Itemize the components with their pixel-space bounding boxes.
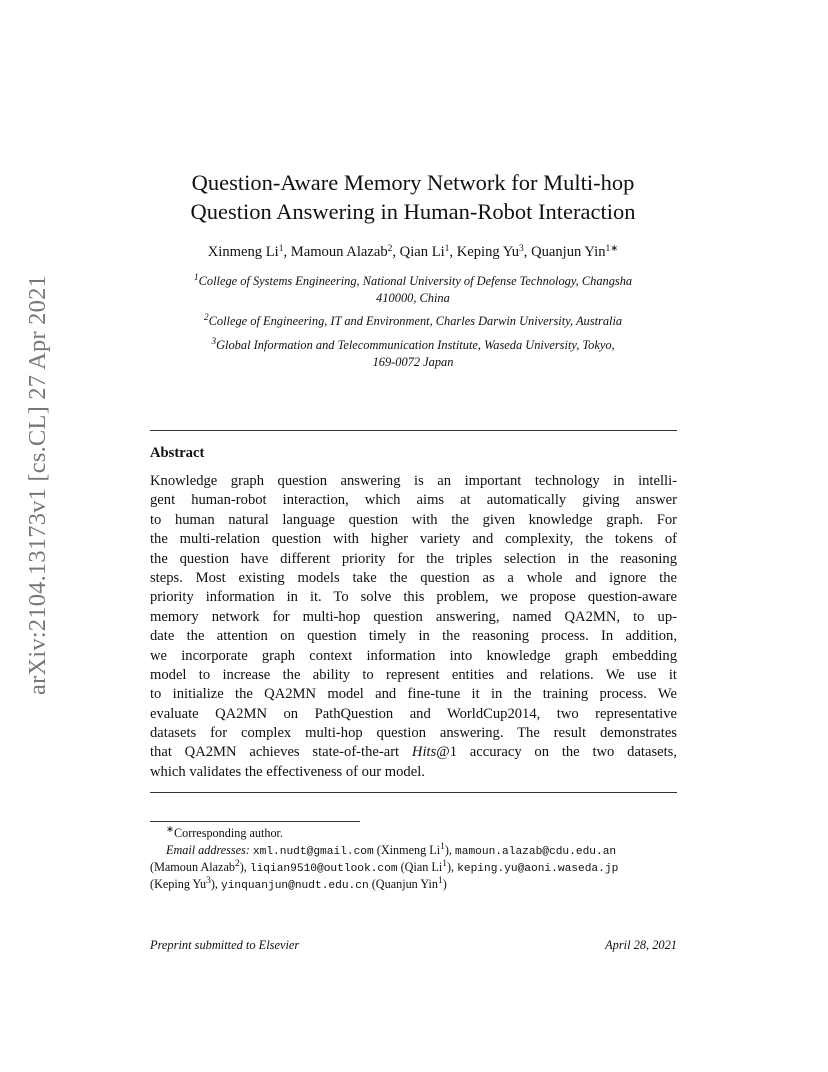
abstract-line: which validates the effectiveness of our model. xyxy=(150,763,425,780)
abstract-line: evaluate QA2MN on PathQuestion and WorldCup2014, two representative xyxy=(150,705,677,722)
abstract-top-rule xyxy=(150,430,677,431)
footnote-rule xyxy=(150,821,360,822)
abstract-line: the question have different priority for the triples selection in the reasoning xyxy=(150,550,677,567)
arxiv-stamp xyxy=(16,275,60,695)
email-address: liqian9510@outlook.com xyxy=(249,863,398,875)
footnote xyxy=(150,825,677,893)
author: Keping Yu$^3$ xyxy=(456,244,524,260)
abstract-line: gent human-robot interaction, which aims at automatically giving answer xyxy=(150,492,677,509)
abstract-line: Knowledge graph question answering is an important technology in intelli- xyxy=(150,473,677,489)
author: Mamoun Alazab$^2$ xyxy=(290,244,393,260)
abstract-line: memory network for multi-hop question answering, named QA2MN, to up- xyxy=(150,608,677,625)
author-list: Xinmeng Li$^1$, Mamoun Alazab$^2$, Qian Li$^1$, Keping Yu$^3$, Quanjun Yin$^{1∗}$ xyxy=(207,244,619,260)
paper-title xyxy=(150,168,676,226)
abstract-line: steps. Most existing models take the question as a whole and ignore the xyxy=(150,569,677,586)
email-address: mamoun.alazab@cdu.edu.an xyxy=(455,846,617,858)
corresponding-author-note: ∗Corresponding author. xyxy=(166,825,283,840)
email-address: yinquanjun@nudt.edu.cn xyxy=(220,880,369,892)
author: Qian Li$^1$ xyxy=(399,244,450,260)
abstract-line: model to increase the ability to represent entities and relations. We use it xyxy=(150,666,677,683)
email-line: Email addresses: xml.nudt@gmail.com (Xinmeng Li$^1$), mamoun.alazab@cdu.edu.an xyxy=(166,842,617,858)
email-address: xml.nudt@gmail.com xyxy=(252,846,374,858)
abstract-line: date the attention on question timely in the reasoning process. In addition, xyxy=(150,628,677,645)
abstract-line: to human natural language question with the given knowledge graph. For xyxy=(150,511,677,528)
abstract-body xyxy=(150,472,677,782)
author: Quanjun Yin$^{1∗}$ xyxy=(531,244,619,260)
affiliation-2: $^2$College of Engineering, IT and Environment, Charles Darwin University, Australia xyxy=(203,313,623,328)
preprint-note: Preprint submitted to Elsevier xyxy=(150,938,300,952)
preprint-date: April 28, 2021 xyxy=(605,938,677,952)
title-line-1: Question-Aware Memory Network for Multi-hop xyxy=(191,170,635,195)
abstract-line: datasets for complex multi-hop question answering. The result demonstrates xyxy=(150,725,677,742)
arxiv-identifier: arXiv:2104.13173v1 [cs.CL] 27 Apr 2021 xyxy=(24,275,52,695)
email-line: (Mamoun Alazab$^2$), liqian9510@outlook.com (Qian Li$^1$), keping.yu@aoni.waseda.jp xyxy=(150,859,619,875)
affiliation-1: $^1$College of Systems Engineering, National University of Defense Technology, Changsha 410000, China xyxy=(193,273,633,305)
abstract-line: we incorporate graph context information into knowledge graph embedding xyxy=(150,647,677,664)
abstract-line: that QA2MN achieves state-of-the-art Hits@1 accuracy on the two datasets, xyxy=(150,744,677,761)
author: Xinmeng Li$^1$ xyxy=(207,244,284,260)
abstract-heading: Abstract xyxy=(150,445,205,461)
title-line-2: Question Answering in Human-Robot Interaction xyxy=(190,199,636,224)
email-line: (Keping Yu$^3$), yinquanjun@nudt.edu.cn (Quanjun Yin$^1$) xyxy=(150,876,447,892)
abstract-line: the multi-relation question with higher variety and complexity, the tokens of xyxy=(150,531,677,548)
abstract-line: priority information in it. To solve this problem, we propose question-aware xyxy=(150,589,677,606)
abstract-bottom-rule xyxy=(150,792,677,793)
abstract-line: to initialize the QA2MN model and fine-tune it in the training process. We xyxy=(150,686,677,703)
email-address: keping.yu@aoni.waseda.jp xyxy=(457,863,619,875)
affiliation-3: $^3$Global Information and Telecommunication Institute, Waseda University, Tokyo, 169-0072 Japan xyxy=(211,337,615,369)
